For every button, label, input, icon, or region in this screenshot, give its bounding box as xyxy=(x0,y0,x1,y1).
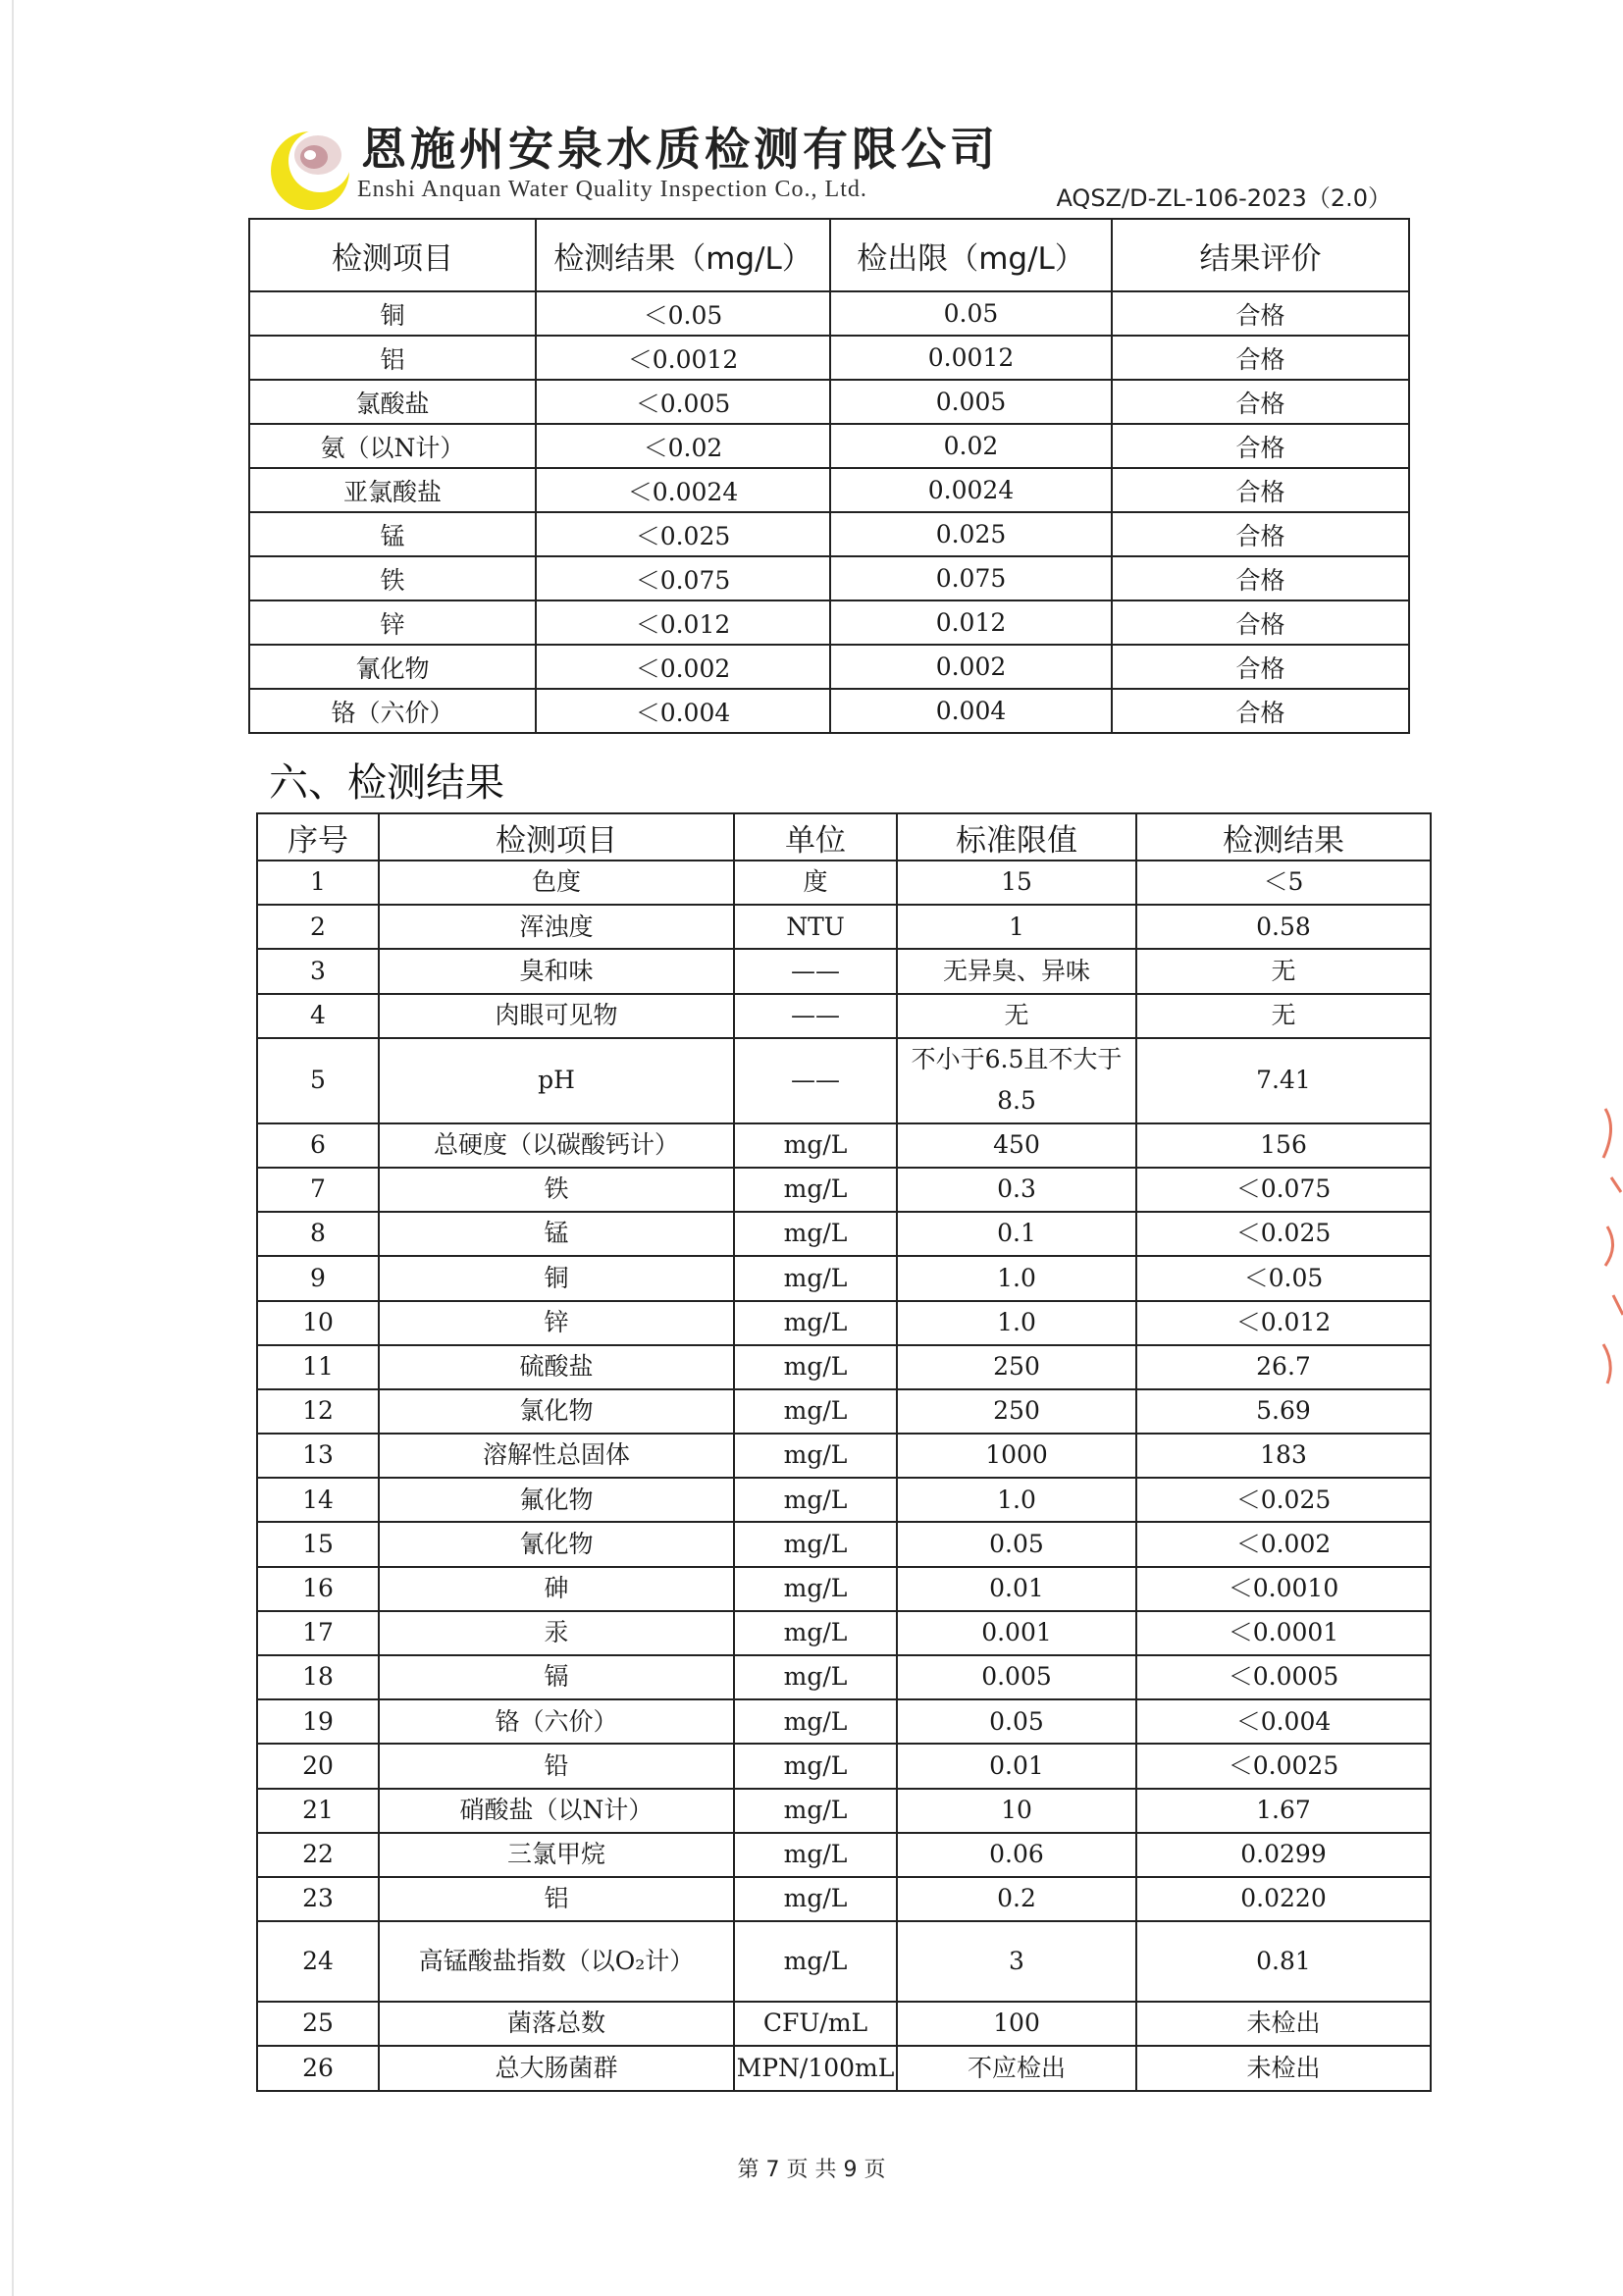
letterhead xyxy=(263,114,1391,212)
column-header: 单位 xyxy=(734,813,897,861)
table-cell: mg/L xyxy=(734,1921,897,2002)
table-cell: 总硬度（以碳酸钙计） xyxy=(379,1123,734,1168)
company-name-en: Enshi Anquan Water Quality Inspection Co., Ltd. xyxy=(357,177,867,202)
table-cell: ＜0.05 xyxy=(1136,1256,1431,1300)
table-cell: mg/L xyxy=(734,1478,897,1522)
table-cell: 22 xyxy=(257,1833,379,1877)
table-row xyxy=(257,1877,1431,1921)
table-cell: ＜0.02 xyxy=(536,424,830,468)
table-cell: 26.7 xyxy=(1136,1345,1431,1389)
column-header: 检测结果（mg/L） xyxy=(536,219,830,291)
table-cell: 合格 xyxy=(1112,291,1409,336)
table-cell: 0.0220 xyxy=(1136,1877,1431,1921)
table-cell: 镉 xyxy=(379,1655,734,1699)
table-row xyxy=(257,1699,1431,1744)
table-cell: 0.05 xyxy=(830,291,1112,336)
table-row xyxy=(257,1789,1431,1833)
table-row xyxy=(257,1522,1431,1566)
table-cell: 12 xyxy=(257,1389,379,1434)
table-cell: 0.012 xyxy=(830,600,1112,645)
table-cell: —— xyxy=(734,1038,897,1123)
table-row xyxy=(257,1434,1431,1478)
table-cell: 氰化物 xyxy=(249,645,536,689)
table-cell: ＜0.0024 xyxy=(536,468,830,512)
table-cell: 0.0024 xyxy=(830,468,1112,512)
seal-stamp-fragment-icon xyxy=(1597,1099,1623,1393)
table-cell: 11 xyxy=(257,1345,379,1389)
table-cell: 无 xyxy=(897,994,1136,1038)
table-cell: 浑浊度 xyxy=(379,905,734,949)
table-cell: 8 xyxy=(257,1212,379,1256)
table-cell: 0.01 xyxy=(897,1567,1136,1611)
table-cell: 未检出 xyxy=(1136,2046,1431,2090)
table-cell: ＜0.0025 xyxy=(1136,1744,1431,1788)
table-cell: 氨（以N计） xyxy=(249,424,536,468)
table-cell: ＜0.004 xyxy=(536,689,830,733)
table-cell: 铜 xyxy=(379,1256,734,1300)
table-cell: 肉眼可见物 xyxy=(379,994,734,1038)
table-cell: 色度 xyxy=(379,861,734,905)
table-cell: 铁 xyxy=(379,1168,734,1212)
table-cell: 未检出 xyxy=(1136,2002,1431,2046)
table-cell: 铬（六价） xyxy=(379,1699,734,1744)
table-row xyxy=(257,861,1431,905)
table-cell: 100 xyxy=(897,2002,1136,2046)
table-cell: 铁 xyxy=(249,556,536,600)
company-name-cn: 恩施州安泉水质检测有限公司 xyxy=(361,123,999,176)
table-cell: mg/L xyxy=(734,1522,897,1566)
table-cell: mg/L xyxy=(734,1168,897,1212)
table-cell: 锰 xyxy=(379,1212,734,1256)
table-cell: mg/L xyxy=(734,1789,897,1833)
table-cell: 铝 xyxy=(379,1877,734,1921)
table-cell: 0.01 xyxy=(897,1744,1136,1788)
table-row xyxy=(249,291,1409,336)
table-cell: 合格 xyxy=(1112,556,1409,600)
table-cell: 26 xyxy=(257,2046,379,2090)
table-cell: 0.002 xyxy=(830,645,1112,689)
table-cell: 锰 xyxy=(249,512,536,556)
table-cell: 硝酸盐（以N计） xyxy=(379,1789,734,1833)
table-cell: mg/L xyxy=(734,1699,897,1744)
table-cell: 硫酸盐 xyxy=(379,1345,734,1389)
table-row xyxy=(257,1833,1431,1877)
table-cell: 合格 xyxy=(1112,512,1409,556)
table-cell: ＜5 xyxy=(1136,861,1431,905)
table-row xyxy=(257,1301,1431,1345)
table-cell: 砷 xyxy=(379,1567,734,1611)
table-cell: 0.05 xyxy=(897,1699,1136,1744)
table-cell: 19 xyxy=(257,1699,379,1744)
table-cell: 0.02 xyxy=(830,424,1112,468)
table-cell: 10 xyxy=(257,1301,379,1345)
table-cell: 13 xyxy=(257,1434,379,1478)
table-cell: 0.001 xyxy=(897,1611,1136,1655)
table-cell: 无 xyxy=(1136,994,1431,1038)
table-cell: 1000 xyxy=(897,1434,1136,1478)
table-cell: mg/L xyxy=(734,1567,897,1611)
column-header: 标准限值 xyxy=(897,813,1136,861)
table-cell: mg/L xyxy=(734,1345,897,1389)
table-cell: 不小于6.5且不大于8.5 xyxy=(897,1038,1136,1123)
table-cell: 0.0012 xyxy=(830,336,1112,380)
table-cell: 合格 xyxy=(1112,645,1409,689)
table-cell: 5 xyxy=(257,1038,379,1123)
table-cell: 23 xyxy=(257,1877,379,1921)
table-cell: 2 xyxy=(257,905,379,949)
table-cell: mg/L xyxy=(734,1877,897,1921)
table-row xyxy=(249,645,1409,689)
table-cell: 0.3 xyxy=(897,1168,1136,1212)
table-cell: ＜0.012 xyxy=(1136,1301,1431,1345)
table-cell: NTU xyxy=(734,905,897,949)
table-cell: 24 xyxy=(257,1921,379,2002)
table-cell: mg/L xyxy=(734,1655,897,1699)
table-cell: 氟化物 xyxy=(379,1478,734,1522)
table-cell: 锌 xyxy=(249,600,536,645)
column-header: 结果评价 xyxy=(1112,219,1409,291)
table-cell: mg/L xyxy=(734,1389,897,1434)
table-cell: 铝 xyxy=(249,336,536,380)
table-cell: 1.0 xyxy=(897,1301,1136,1345)
table-cell: pH xyxy=(379,1038,734,1123)
table-cell: 1 xyxy=(257,861,379,905)
test-results-continued-table xyxy=(248,218,1410,734)
page-edge-line xyxy=(12,0,14,2296)
table-cell: 0.1 xyxy=(897,1212,1136,1256)
table-cell: 臭和味 xyxy=(379,949,734,993)
table-cell: ＜0.012 xyxy=(536,600,830,645)
table-cell: 高锰酸盐指数（以O₂计） xyxy=(379,1921,734,2002)
table-cell: 亚氯酸盐 xyxy=(249,468,536,512)
table-cell: 合格 xyxy=(1112,424,1409,468)
table-row xyxy=(257,1478,1431,1522)
table-cell: 4 xyxy=(257,994,379,1038)
table-cell: 三氯甲烷 xyxy=(379,1833,734,1877)
table-row xyxy=(257,1921,1431,2002)
table-row xyxy=(257,1611,1431,1655)
table-cell: 合格 xyxy=(1112,689,1409,733)
table-cell: 250 xyxy=(897,1345,1136,1389)
table-cell: 7 xyxy=(257,1168,379,1212)
table-cell: 菌落总数 xyxy=(379,2002,734,2046)
table-cell: 无 xyxy=(1136,949,1431,993)
table-row xyxy=(257,1389,1431,1434)
table-cell: ＜0.0005 xyxy=(1136,1655,1431,1699)
table-row xyxy=(249,380,1409,424)
table-cell: ＜0.0001 xyxy=(1136,1611,1431,1655)
table-cell: 不应检出 xyxy=(897,2046,1136,2090)
table-cell: 合格 xyxy=(1112,336,1409,380)
table-cell: 无异臭、异味 xyxy=(897,949,1136,993)
table-cell: 合格 xyxy=(1112,600,1409,645)
table-cell: 1.67 xyxy=(1136,1789,1431,1833)
table-cell: 氯化物 xyxy=(379,1389,734,1434)
table-header-row xyxy=(257,813,1431,861)
table-cell: 17 xyxy=(257,1611,379,1655)
table-cell: 3 xyxy=(897,1921,1136,2002)
table-cell: 0.05 xyxy=(897,1522,1136,1566)
page-number: 第 7 页 共 9 页 xyxy=(737,2158,886,2182)
table-cell: 合格 xyxy=(1112,380,1409,424)
table-cell: ＜0.0012 xyxy=(536,336,830,380)
table-row xyxy=(249,336,1409,380)
table-row xyxy=(257,994,1431,1038)
table-cell: CFU/mL xyxy=(734,2002,897,2046)
table-cell: 合格 xyxy=(1112,468,1409,512)
table-cell: 0.004 xyxy=(830,689,1112,733)
table-row xyxy=(257,1212,1431,1256)
table-cell: 16 xyxy=(257,1567,379,1611)
column-header: 检测项目 xyxy=(379,813,734,861)
column-header: 检测项目 xyxy=(249,219,536,291)
table-cell: 铬（六价） xyxy=(249,689,536,733)
table-cell: mg/L xyxy=(734,1212,897,1256)
table-cell: 0.2 xyxy=(897,1877,1136,1921)
table-cell: MPN/100mL xyxy=(734,2046,897,2090)
table-cell: 21 xyxy=(257,1789,379,1833)
table-row xyxy=(249,512,1409,556)
table-row xyxy=(257,1744,1431,1788)
table-cell: 汞 xyxy=(379,1611,734,1655)
table-row xyxy=(249,689,1409,733)
table-cell: —— xyxy=(734,994,897,1038)
table-row xyxy=(257,949,1431,993)
table-cell: 氰化物 xyxy=(379,1522,734,1566)
table-cell: 15 xyxy=(897,861,1136,905)
table-cell: ＜0.075 xyxy=(1136,1168,1431,1212)
table-cell: 0.58 xyxy=(1136,905,1431,949)
table-cell: 锌 xyxy=(379,1301,734,1345)
table-cell: mg/L xyxy=(734,1301,897,1345)
table-cell: 156 xyxy=(1136,1123,1431,1168)
table-row xyxy=(257,2002,1431,2046)
table-cell: ＜0.005 xyxy=(536,380,830,424)
table-cell: ＜0.025 xyxy=(536,512,830,556)
column-header: 序号 xyxy=(257,813,379,861)
table-cell: mg/L xyxy=(734,1744,897,1788)
table-row xyxy=(257,1567,1431,1611)
table-cell: ＜0.004 xyxy=(1136,1699,1431,1744)
table-cell: 20 xyxy=(257,1744,379,1788)
table-cell: 总大肠菌群 xyxy=(379,2046,734,2090)
table-cell: ＜0.0010 xyxy=(1136,1567,1431,1611)
table-cell: 9 xyxy=(257,1256,379,1300)
company-logo-icon xyxy=(263,120,361,218)
table-cell: ＜0.002 xyxy=(1136,1522,1431,1566)
table-cell: 0.075 xyxy=(830,556,1112,600)
table-cell: 5.69 xyxy=(1136,1389,1431,1434)
table-row xyxy=(249,556,1409,600)
table-cell: mg/L xyxy=(734,1434,897,1478)
table-row xyxy=(249,424,1409,468)
table-cell: 溶解性总固体 xyxy=(379,1434,734,1478)
table-header-row xyxy=(249,219,1409,291)
table-cell: 氯酸盐 xyxy=(249,380,536,424)
table-cell: 0.005 xyxy=(897,1655,1136,1699)
table-cell: 度 xyxy=(734,861,897,905)
table-cell: 183 xyxy=(1136,1434,1431,1478)
table-row xyxy=(257,1123,1431,1168)
table-cell: 15 xyxy=(257,1522,379,1566)
table-row xyxy=(257,905,1431,949)
table-cell: 1.0 xyxy=(897,1256,1136,1300)
table-cell: 1 xyxy=(897,905,1136,949)
table-cell: 1.0 xyxy=(897,1478,1136,1522)
table-row xyxy=(257,1256,1431,1300)
table-cell: 0.06 xyxy=(897,1833,1136,1877)
table-cell: mg/L xyxy=(734,1123,897,1168)
table-cell: ＜0.025 xyxy=(1136,1478,1431,1522)
table-cell: 10 xyxy=(897,1789,1136,1833)
column-header: 检出限（mg/L） xyxy=(830,219,1112,291)
table-cell: 450 xyxy=(897,1123,1136,1168)
table-cell: ＜0.075 xyxy=(536,556,830,600)
table-cell: 铅 xyxy=(379,1744,734,1788)
table-cell: mg/L xyxy=(734,1256,897,1300)
column-header: 检测结果 xyxy=(1136,813,1431,861)
table-cell: 0.0299 xyxy=(1136,1833,1431,1877)
table-cell: 250 xyxy=(897,1389,1136,1434)
table-cell: ＜0.05 xyxy=(536,291,830,336)
test-results-table xyxy=(256,812,1432,2092)
table-cell: —— xyxy=(734,949,897,993)
table-cell: 7.41 xyxy=(1136,1038,1431,1123)
table-cell: 铜 xyxy=(249,291,536,336)
table-cell: 0.005 xyxy=(830,380,1112,424)
table-cell: 0.025 xyxy=(830,512,1112,556)
table-cell: mg/L xyxy=(734,1611,897,1655)
section-title: 六、检测结果 xyxy=(269,760,504,806)
table-row xyxy=(249,468,1409,512)
table-cell: 6 xyxy=(257,1123,379,1168)
table-row xyxy=(257,1168,1431,1212)
table-cell: ＜0.025 xyxy=(1136,1212,1431,1256)
table-cell: mg/L xyxy=(734,1833,897,1877)
table-row xyxy=(249,600,1409,645)
table-cell: 3 xyxy=(257,949,379,993)
table-cell: ＜0.002 xyxy=(536,645,830,689)
table-cell: 18 xyxy=(257,1655,379,1699)
table-row xyxy=(257,1038,1431,1123)
table-cell: 14 xyxy=(257,1478,379,1522)
table-row xyxy=(257,1345,1431,1389)
table-cell: 0.81 xyxy=(1136,1921,1431,2002)
table-row xyxy=(257,1655,1431,1699)
document-code: AQSZ/D-ZL-106-2023（2.0） xyxy=(1056,184,1391,212)
table-cell: 25 xyxy=(257,2002,379,2046)
table-row xyxy=(257,2046,1431,2090)
